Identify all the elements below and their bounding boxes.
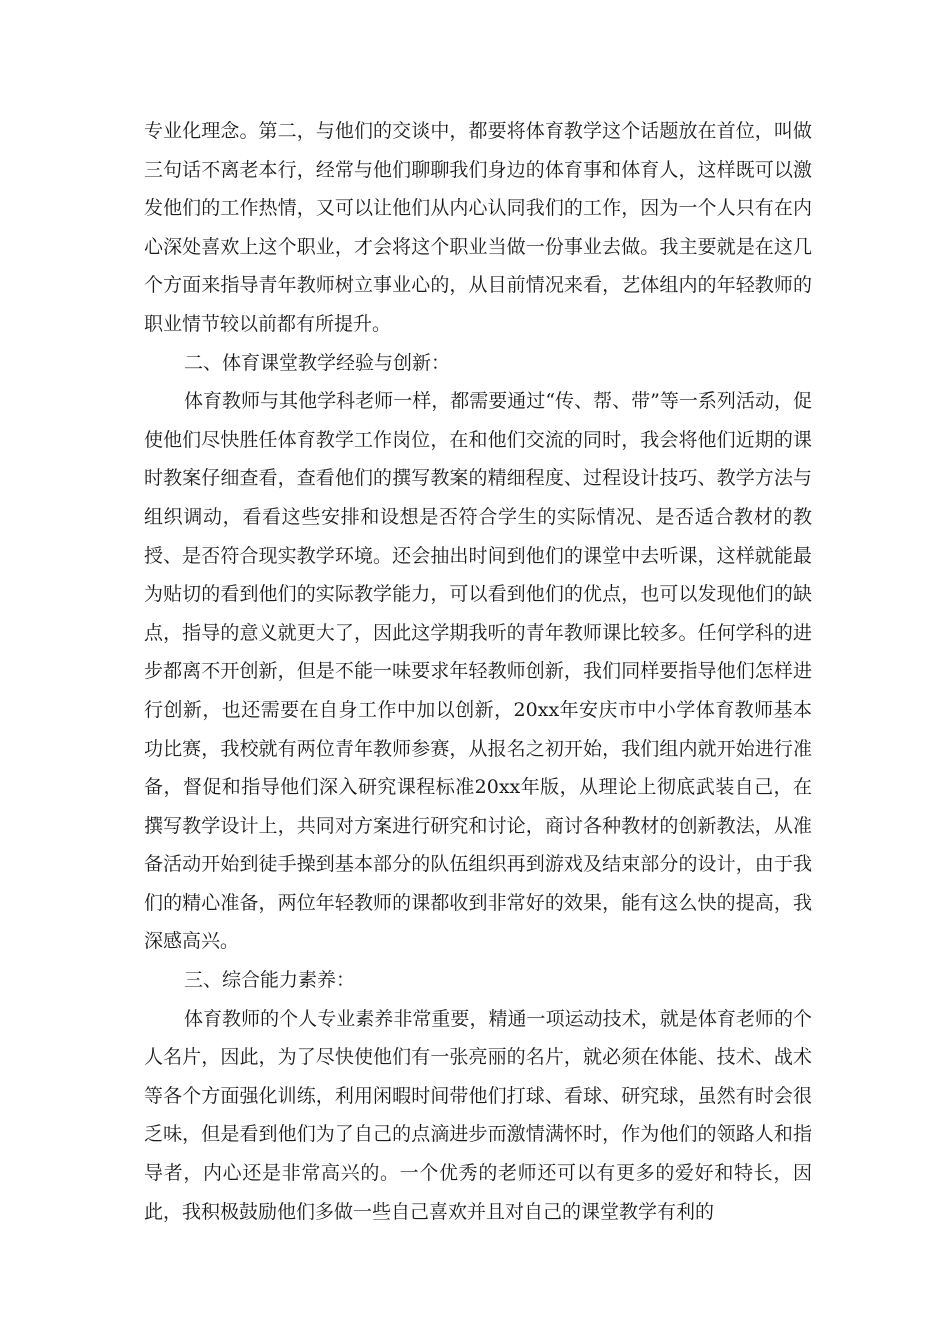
section-heading-classroom-teaching: 二、体育课堂教学经验与创新： bbox=[184, 351, 451, 374]
section-heading-comprehensive-ability: 三、综合能力素养： bbox=[184, 969, 356, 992]
paragraph-classroom-teaching: 体育教师与其他学科老师一样，都需要通过“传、帮、带”等一系列活动，促使他们尽快胜任体育教学工作岗位，在和他们交流的同时，我会将他们近期的课时教案仔细查看，查看他们的撰写教案的精细程度、过程设计技巧、教学方法与组织调动，看看这些安排和设想是否符合学生的实际情况、是否适合教材的教授、是否符合现实教学环境。还会抽出时间到他们的课堂中去听课，这样就能最为贴切的看到他们的实际教学能力，可以看到他们的优点，也可以发现他们的缺点，指导的意义就更大了，因此这学期我听的青年教师课比较多。任何学科的进步都离不开创新，但是不能一味要求年轻教师创新，我们同样要指导他们怎样进行创新，也还需要在自身工作中加以创新，20xx年安庆市中小学体育教师基本功比赛，我校就有两位青年教师参赛，从报名之初开始，我们组内就开始进行准备，督促和指导他们深入研究课程标准20xx年版，从理论上彻底武装自己，在撰写教学设计上，共同对方案进行研究和讨论，商讨各种教材的创新教法，从准备活动开始到徒手操到基本部分的队伍组织再到游戏及结束部分的设计，由于我们的精心准备，两位年轻教师的课都收到非常好的效果，能有这么快的提高，我深感高兴。 bbox=[144, 390, 812, 953]
document-body bbox=[144, 112, 812, 1231]
paragraph-comprehensive-ability: 体育教师的个人专业素养非常重要，精通一项运动技术，就是体育老师的个人名片，因此，为了尽快使他们有一张亮丽的名片，就必须在体能、技术、战术等各个方面强化训练，利用闲暇时间带他们打球、看球、研究球，虽然有时会很乏味，但是看到他们为了自己的点滴进步而激情满怀时，作为他们的领路人和指导者，内心还是非常高兴的。一个优秀的老师还可以有更多的爱好和特长，因此，我积极鼓励他们多做一些自己喜欢并且对自己的课堂教学有利的 bbox=[144, 1007, 812, 1223]
paragraph-continuation: 专业化理念。第二，与他们的交谈中，都要将体育教学这个话题放在首位，叫做三句话不离老本行，经常与他们聊聊我们身边的体育事和体育人，这样既可以激发他们的工作热情，又可以让他们从内心认同我们的工作，因为一个人只有在内心深处喜欢上这个职业，才会将这个职业当做一份事业去做。我主要就是在这几个方面来指导青年教师树立事业心的，从目前情况来看，艺体组内的年轻教师的职业情节较以前都有所提升。 bbox=[144, 120, 812, 335]
